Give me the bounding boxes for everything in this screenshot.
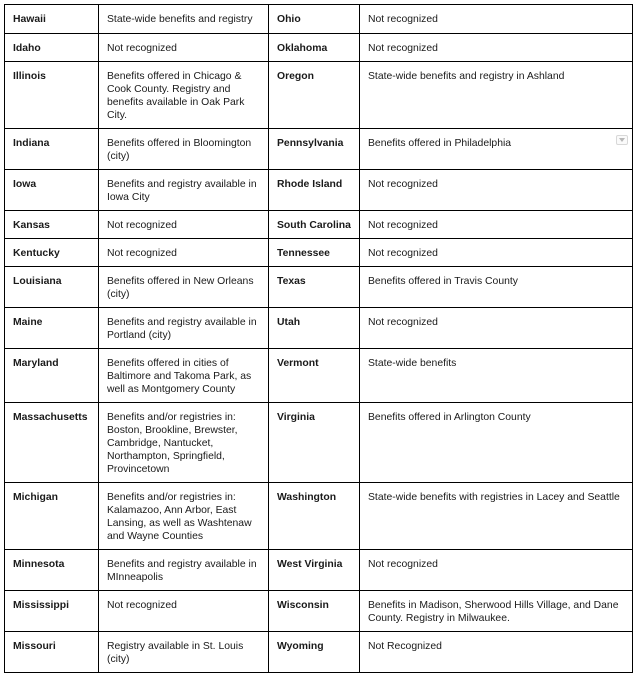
right-state-cell[interactable]: Tennessee [269, 239, 360, 267]
right-state-cell[interactable]: Ohio [269, 5, 360, 34]
table-row [5, 591, 633, 632]
left-state-cell[interactable]: Kentucky [5, 239, 99, 267]
left-state-cell[interactable]: Louisiana [5, 267, 99, 308]
table-row [5, 483, 633, 550]
left-status-cell[interactable]: State-wide benefits and registry [99, 5, 269, 34]
left-status-cell[interactable]: Benefits and registry available in MInneapolis [99, 550, 269, 591]
left-state-cell[interactable]: Minnesota [5, 550, 99, 591]
left-status-cell[interactable]: Benefits and registry available in Portland (city) [99, 308, 269, 349]
right-status-cell[interactable]: State-wide benefits with registries in Lacey and Seattle [360, 483, 633, 550]
right-status-cell[interactable]: Not recognized [360, 211, 633, 239]
right-status-cell[interactable] [360, 129, 633, 170]
left-state-cell[interactable]: Indiana [5, 129, 99, 170]
table-row [5, 239, 633, 267]
table-row [5, 34, 633, 62]
right-status-cell[interactable]: State-wide benefits and registry in Ashland [360, 62, 633, 129]
right-status-cell[interactable]: Not recognized [360, 5, 633, 34]
left-status-cell[interactable]: Benefits and registry available in Iowa City [99, 170, 269, 211]
right-state-cell[interactable]: Wisconsin [269, 591, 360, 632]
right-state-cell[interactable]: Utah [269, 308, 360, 349]
table-row [5, 267, 633, 308]
left-status-cell[interactable]: Benefits and/or registries in: Kalamazoo, Ann Arbor, East Lansing, as well as Washtenaw and Wayne Counties [99, 483, 269, 550]
right-status-cell[interactable]: Benefits offered in Travis County [360, 267, 633, 308]
right-status-cell[interactable]: Not recognized [360, 239, 633, 267]
table-row [5, 170, 633, 211]
right-state-cell[interactable]: West Virginia [269, 550, 360, 591]
left-state-cell[interactable]: Massachusetts [5, 403, 99, 483]
right-state-cell[interactable]: Vermont [269, 349, 360, 403]
left-status-cell[interactable]: Not recognized [99, 211, 269, 239]
right-state-cell[interactable]: Oklahoma [269, 34, 360, 62]
left-state-cell[interactable]: Maine [5, 308, 99, 349]
left-status-cell[interactable]: Not recognized [99, 34, 269, 62]
right-status-cell[interactable]: Benefits offered in Arlington County [360, 403, 633, 483]
left-state-cell[interactable]: Maryland [5, 349, 99, 403]
chevron-down-icon[interactable] [616, 135, 628, 145]
right-status-cell[interactable]: Not recognized [360, 34, 633, 62]
right-state-cell[interactable]: Pennsylvania [269, 129, 360, 170]
table-row [5, 5, 633, 34]
right-status-cell[interactable]: Not recognized [360, 308, 633, 349]
left-state-cell[interactable]: Kansas [5, 211, 99, 239]
benefits-table [4, 4, 633, 673]
left-status-cell[interactable]: Benefits offered in Chicago & Cook County. Registry and benefits available in Oak Park City. [99, 62, 269, 129]
table-row [5, 632, 633, 673]
right-status-cell[interactable]: State-wide benefits [360, 349, 633, 403]
left-status-cell[interactable]: Benefits and/or registries in: Boston, Brookline, Brewster, Cambridge, Nantucket, Northampton, Springfield, Provincetown [99, 403, 269, 483]
right-state-cell[interactable]: Rhode Island [269, 170, 360, 211]
table-row [5, 403, 633, 483]
right-state-cell[interactable]: Texas [269, 267, 360, 308]
table-row [5, 211, 633, 239]
right-status-cell[interactable]: Benefits in Madison, Sherwood Hills Village, and Dane County. Registry in Milwaukee. [360, 591, 633, 632]
right-state-cell[interactable]: Wyoming [269, 632, 360, 673]
right-state-cell[interactable]: Oregon [269, 62, 360, 129]
left-state-cell[interactable]: Hawaii [5, 5, 99, 34]
left-state-cell[interactable]: Iowa [5, 170, 99, 211]
left-state-cell[interactable]: Missouri [5, 632, 99, 673]
right-status-cell[interactable]: Not recognized [360, 170, 633, 211]
left-status-cell[interactable]: Benefits offered in Bloomington (city) [99, 129, 269, 170]
table-row [5, 308, 633, 349]
left-status-cell[interactable]: Benefits offered in New Orleans (city) [99, 267, 269, 308]
table-row [5, 349, 633, 403]
right-status-cell[interactable]: Not recognized [360, 550, 633, 591]
left-status-cell[interactable]: Not recognized [99, 239, 269, 267]
right-state-cell[interactable]: South Carolina [269, 211, 360, 239]
benefits-table-body [5, 5, 633, 673]
left-status-cell[interactable]: Benefits offered in cities of Baltimore and Takoma Park, as well as Montgomery County [99, 349, 269, 403]
right-status-text: Benefits offered in Philadelphia [368, 138, 512, 149]
left-state-cell[interactable]: Michigan [5, 483, 99, 550]
table-row [5, 62, 633, 129]
left-status-cell[interactable]: Not recognized [99, 591, 269, 632]
table-row [5, 550, 633, 591]
right-state-cell[interactable]: Washington [269, 483, 360, 550]
left-status-cell[interactable]: Registry available in St. Louis (city) [99, 632, 269, 673]
table-row [5, 129, 633, 170]
left-state-cell[interactable]: Illinois [5, 62, 99, 129]
left-state-cell[interactable]: Mississippi [5, 591, 99, 632]
right-state-cell[interactable]: Virginia [269, 403, 360, 483]
right-status-cell[interactable]: Not Recognized [360, 632, 633, 673]
left-state-cell[interactable]: Idaho [5, 34, 99, 62]
